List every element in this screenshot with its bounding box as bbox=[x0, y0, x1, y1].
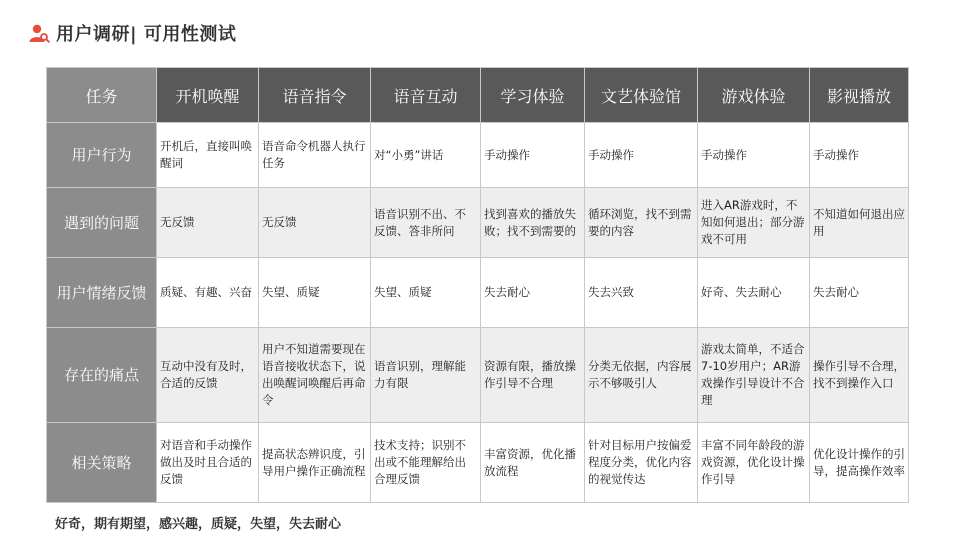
user-search-icon bbox=[28, 22, 50, 44]
table-cell: 用户不知道需要现在语音接收状态下，说出唤醒词唤醒后再命令 bbox=[259, 328, 371, 423]
column-header-game: 游戏体验 bbox=[698, 68, 810, 123]
column-header-voice-interaction: 语音互动 bbox=[371, 68, 481, 123]
table-cell: 互动中没有及时，合适的反馈 bbox=[157, 328, 259, 423]
row-header: 用户情绪反馈 bbox=[47, 258, 157, 328]
row-header: 存在的痛点 bbox=[47, 328, 157, 423]
table-cell: 语音识别，理解能力有限 bbox=[371, 328, 481, 423]
table-cell: 丰富不同年龄段的游戏资源，优化设计操作引导 bbox=[698, 423, 810, 503]
table-cell: 失去耐心 bbox=[810, 258, 909, 328]
table-cell: 好奇、失去耐心 bbox=[698, 258, 810, 328]
table-row bbox=[47, 423, 909, 503]
table-cell: 语音识别不出、不反馈、答非所问 bbox=[371, 188, 481, 258]
column-header-voice-command: 语音指令 bbox=[259, 68, 371, 123]
column-header-learning: 学习体验 bbox=[481, 68, 585, 123]
column-header-task: 任务 bbox=[47, 68, 157, 123]
table-cell: 循环浏览，找不到需要的内容 bbox=[585, 188, 698, 258]
page-title: 用户调研| 可用性测试 bbox=[56, 24, 237, 45]
table-cell: 操作引导不合理，找不到操作入口 bbox=[810, 328, 909, 423]
table-cell: 手动操作 bbox=[481, 123, 585, 188]
table-row bbox=[47, 188, 909, 258]
table-cell: 对语音和手动操作做出及时且合适的反馈 bbox=[157, 423, 259, 503]
table-cell: 游戏太简单，不适合7-10岁用户；AR游戏操作引导设计不合理 bbox=[698, 328, 810, 423]
table-row bbox=[47, 123, 909, 188]
table-cell: 无反馈 bbox=[259, 188, 371, 258]
header bbox=[28, 18, 236, 48]
table-cell: 失去兴致 bbox=[585, 258, 698, 328]
table-cell: 丰富资源，优化播放流程 bbox=[481, 423, 585, 503]
emotion-keywords: 好奇，期有期望，感兴趣，质疑，失望，失去耐心 bbox=[55, 517, 342, 532]
table-row bbox=[47, 258, 909, 328]
table-cell: 进入AR游戏时，不知如何退出；部分游戏不可用 bbox=[698, 188, 810, 258]
table-cell: 失去耐心 bbox=[481, 258, 585, 328]
table-cell: 找到喜欢的播放失败；找不到需要的 bbox=[481, 188, 585, 258]
row-header: 用户行为 bbox=[47, 123, 157, 188]
table-cell: 资源有限，播放操作引导不合理 bbox=[481, 328, 585, 423]
row-header: 遇到的问题 bbox=[47, 188, 157, 258]
table-cell: 语音命令机器人执行任务 bbox=[259, 123, 371, 188]
row-header: 相关策略 bbox=[47, 423, 157, 503]
table-cell: 失望、质疑 bbox=[259, 258, 371, 328]
table-cell: 提高状态辨识度，引导用户操作正确流程 bbox=[259, 423, 371, 503]
column-header-video: 影视播放 bbox=[810, 68, 909, 123]
table-cell: 技术支持；识别不出或不能理解给出合理反馈 bbox=[371, 423, 481, 503]
table-cell: 手动操作 bbox=[698, 123, 810, 188]
table-cell: 优化设计操作的引导，提高操作效率 bbox=[810, 423, 909, 503]
table-cell: 针对目标用户按偏爱程度分类，优化内容的视觉传达 bbox=[585, 423, 698, 503]
table-cell: 开机后，直接叫唤醒词 bbox=[157, 123, 259, 188]
table-cell: 手动操作 bbox=[585, 123, 698, 188]
table-cell: 无反馈 bbox=[157, 188, 259, 258]
table-cell: 对“小勇”讲话 bbox=[371, 123, 481, 188]
column-header-power-wakeup: 开机唤醒 bbox=[157, 68, 259, 123]
table-header-row bbox=[47, 68, 909, 123]
table-cell: 手动操作 bbox=[810, 123, 909, 188]
table-cell: 失望、质疑 bbox=[371, 258, 481, 328]
usability-test-table bbox=[46, 67, 909, 503]
table-row bbox=[47, 328, 909, 423]
table-cell: 分类无依据，内容展示不够吸引人 bbox=[585, 328, 698, 423]
column-header-arts-hall: 文艺体验馆 bbox=[585, 68, 698, 123]
table-cell: 质疑、有趣、兴奋 bbox=[157, 258, 259, 328]
table-cell: 不知道如何退出应用 bbox=[810, 188, 909, 258]
